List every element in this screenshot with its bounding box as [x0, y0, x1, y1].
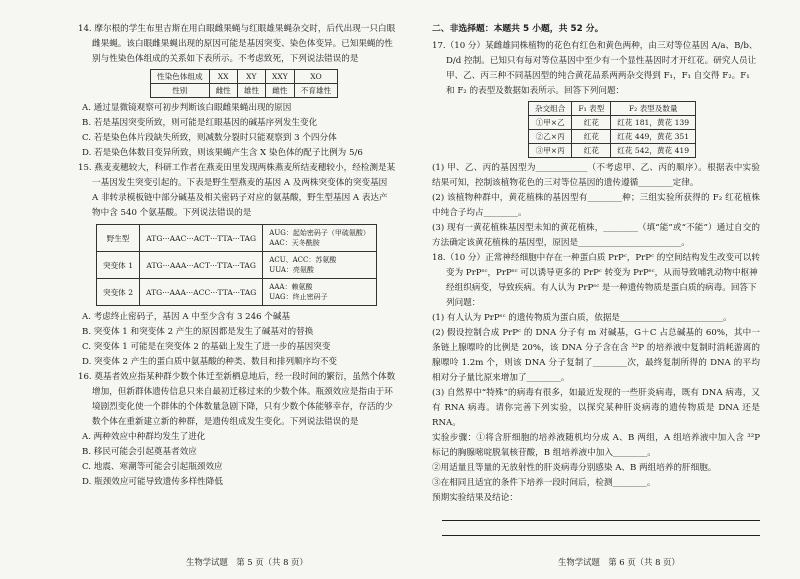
q18-part-2: (2) 假设控制合成 PrPᶜ 的 DNA 分子有 m 对碱基，G＋C 占总碱基的 60%，其中一条链上腺嘌呤的比例是 20%，该 DNA 分子含在含 ³²P 的培养液中复制时消耗游离的腺嘌呤 1.2m 个，则该 DNA 分子复制了________次，最终复制所得的 DNA 的平均相对分子量比原来增加了________。 — [432, 328, 760, 383]
table-header-row — [529, 102, 696, 116]
q18-step-1: 实验步骤：①将含肝细胞的培养液随机均分成 A、B 两组，A 组培养液中加入含 ³²P 标记的胸腺嘧啶脱氧核苷酸，B 组培养液中加入________。 — [432, 433, 760, 458]
table-cell: 红花 — [572, 130, 611, 144]
table-header: F₂ 表型及数量 — [611, 102, 696, 116]
table-row — [151, 84, 338, 98]
q14-option-b: B. 若是基因突变所致，则可能是红眼基因的碱基序列发生变化 — [82, 118, 318, 128]
q16-option-b: B. 移民可能会引起奠基者效应 — [82, 447, 197, 457]
q14-option-c: C. 若是染色体片段缺失所致，则减数分裂时只能观察到 3 个四分体 — [82, 133, 337, 143]
table-cell: 突变体 1 — [97, 252, 140, 279]
table-cell: 野生型 — [97, 225, 140, 252]
codon-note: UAG：终止密码子 — [269, 293, 328, 301]
table-cell: 红花 181，黄花 139 — [611, 116, 696, 130]
table-row — [151, 70, 338, 84]
q16-option-d: D. 瓶颈效应可能导致遗传多样性降低 — [82, 477, 223, 487]
q17-stem: 17.（10 分）某雌雄同株植物的花色有红色和黄色两种，由三对等位基因 A/a、B/b、D/d 控制。已知只有每对等位基因中至少有一个显性基因时才开红花。研究人员让甲、乙、丙三种不同基因型的纯合黄花品系两两杂交得到 F₁，F₁ 自交得 F₂。F₁ 和 F₂ 的表型及数据如表所示。回答下列问题： — [432, 41, 758, 96]
page-footer-left: 生物学试题 第 5 页（共 8 页） — [186, 557, 308, 567]
page-footer-right: 生物学试题 第 6 页（共 8 页） — [558, 557, 680, 567]
q14-option-d: D. 若是染色体数目变异所致，则该果蝇产生含 X 染色体的配子比例为 5/6 — [82, 148, 363, 158]
table-cell — [263, 279, 377, 306]
table-row — [529, 144, 696, 158]
table-row — [97, 225, 377, 252]
table-cell: ③甲×丙 — [529, 144, 572, 158]
table-cell: ATG···AAA···ACC···TTA···TAG — [140, 279, 263, 306]
table-cell: XY — [237, 70, 265, 84]
table-cell: 雌性 — [265, 84, 294, 98]
q18-step-3: ③在相同且适宜的条件下培养一段时间后，检测________。 — [432, 478, 656, 488]
table-cell: 性染色体组成 — [151, 70, 210, 84]
table-row — [529, 130, 696, 144]
q17-part-1: (1) 甲、乙、丙的基因型为____________（不考虑甲、乙、丙的顺序）。根据表中实验结果可知，控制该植物花色的三对等位基因的遗传遵循________定律。 — [432, 163, 760, 188]
table-cell: 雄性 — [237, 84, 265, 98]
table-cell: ①甲×乙 — [529, 116, 572, 130]
q18-part-3: (3) 自然界中“特殊”的病毒有很多，如最近发现的一些肝炎病毒，既有 DNA 病毒，又有 RNA 病毒。请你完善下列实验，以探究某种肝炎病毒的遗传物质是 DNA 还是 RNA。 — [432, 388, 760, 428]
answer-line[interactable] — [442, 522, 760, 536]
q15-option-c: C. 突变体 1 可能是在突变体 2 的基础上发生了进一步的基因突变 — [82, 342, 331, 352]
table-cell: 红花 542，黄花 419 — [611, 144, 696, 158]
codon-note: UUA：亮氨酸 — [269, 266, 314, 274]
q14-sex-chromosome-table — [150, 69, 338, 98]
left-column — [78, 22, 396, 490]
table-cell: 突变体 2 — [97, 279, 140, 306]
q15-option-b: B. 突变体 1 和突变体 2 产生的原因都是发生了碱基对的替换 — [82, 327, 314, 337]
q17-part-2: (2) 该植物种群中，黄花植株的基因型有________种；三组实验所获得的 F₂ 红花植株中纯合子均占________。 — [432, 193, 760, 218]
q18-part-1: (1) 有人认为 PrPˢᶜ 的遗传物质为蛋白质，依据是________________________。 — [432, 313, 732, 323]
table-cell — [263, 225, 377, 252]
q16-stem: 16. 奠基者效应指某种群少数个体迁至新栖息地后，经一段时间的繁衍，虽然个体数增加，但新群体遗传信息只来自最初迁移过来的少数个体。瓶颈效应是指由于环境剧烈变化使一个群体的个体数量急剧下降，只有少数个体能够幸存，存活的少数个体在重新建立新的种群，是遗传组成发生变化。下列说法错误的是 — [78, 372, 396, 427]
table-cell: 性别 — [151, 84, 210, 98]
table-cell: XO — [294, 70, 337, 84]
codon-note: AAA：赖氨酸 — [269, 283, 313, 291]
q16-option-c: C. 地震、寒潮等可能会引起瓶颈效应 — [82, 462, 223, 472]
q15-stem: 15. 燕麦麦穗较大，科研工作者在燕麦田里发现两株燕麦所结麦穗较小，经检测是某一基因发生突变引起的。下表是野生型燕麦的基因 A 及两株突变体的突变基因 A 非转录模板链中部分碱基及相关密码子对应的氨基酸，野生型基因 A 表达产物中含 540 个氨基酸。下列说法错误的是 — [78, 163, 396, 218]
right-column — [432, 22, 760, 537]
q14-option-a: A. 通过显微镜观察可初步判断该白眼雌果蝇出现的原因 — [82, 103, 292, 113]
q15-mutant-table — [96, 224, 377, 306]
table-cell: 红花 449，黄花 351 — [611, 130, 696, 144]
table-cell — [263, 252, 377, 279]
codon-note: AUG：起始密码子（甲硫氨酸） — [269, 229, 370, 237]
q14-stem: 14. 摩尔根的学生布里吉斯在用白眼雌果蝇与红眼雄果蝇杂交时，后代出现一只白眼雌果蝇。该白眼雌果蝇出现的原因可能是基因突变、染色体变异。已知果蝇的性别与性染色体组成的关系如下表所示。不考虑致死，下列说法错误的是 — [78, 24, 396, 64]
table-cell: ATG···AAA···ACT···TTA···TAG — [140, 252, 263, 279]
answer-line[interactable] — [442, 507, 760, 521]
table-cell: XXY — [265, 70, 294, 84]
table-row — [529, 116, 696, 130]
table-header: F₁ 表型 — [572, 102, 611, 116]
table-header: 杂交组合 — [529, 102, 572, 116]
q17-part-3: (3) 现有一黄花植株基因型未知的黄花植株，________（填“能”或“不能”）通过自交的方法确定该黄花植株的基因型，原因是________________________。 — [432, 223, 760, 248]
q17-cross-table — [528, 101, 696, 158]
q15-option-d: D. 突变体 2 产生的蛋白质中氨基酸的种类、数目和排列顺序均不变 — [82, 357, 338, 367]
table-row — [97, 279, 377, 306]
table-cell: 不育雄性 — [294, 84, 337, 98]
table-cell: ②乙×丙 — [529, 130, 572, 144]
table-cell: XX — [209, 70, 237, 84]
section-heading: 二、非选择题：本题共 5 小题，共 52 分。 — [432, 24, 604, 34]
q15-option-a: A. 考虑终止密码子，基因 A 中至少含有 3 246 个碱基 — [82, 312, 291, 322]
table-row — [97, 252, 377, 279]
q16-option-a: A. 两种效应中种群均发生了进化 — [82, 432, 206, 442]
q18-expected-results: 预期实验结果及结论： — [432, 493, 518, 503]
q18-step-2: ②用适量且等量的无放射性的肝炎病毒分别感染 A、B 两组培养的肝细胞。 — [432, 463, 717, 473]
table-cell: 红花 — [572, 144, 611, 158]
table-cell: 雌性 — [209, 84, 237, 98]
q18-stem: 18.（10 分）正常神经细胞中存在一种蛋白质 PrPᶜ，PrPᶜ 的空间结构发生改变可以转变为 PrPˢᶜ，PrPˢᶜ 可以诱导更多的 PrPᶜ 转变为 PrPˢᶜ，从而导致哺乳动物中枢神经组织病变，导致疾病。有人认为 PrPˢᶜ 是一种遗传物质是蛋白质的病毒。回答下列问题： — [432, 253, 760, 308]
codon-note: ACU、ACC：苏氨酸 — [269, 256, 337, 264]
codon-note: AAC：天冬酰胺 — [269, 239, 320, 247]
table-cell: ATG···AAC···ACT···TTA···TAG — [140, 225, 263, 252]
table-cell: 红花 — [572, 116, 611, 130]
